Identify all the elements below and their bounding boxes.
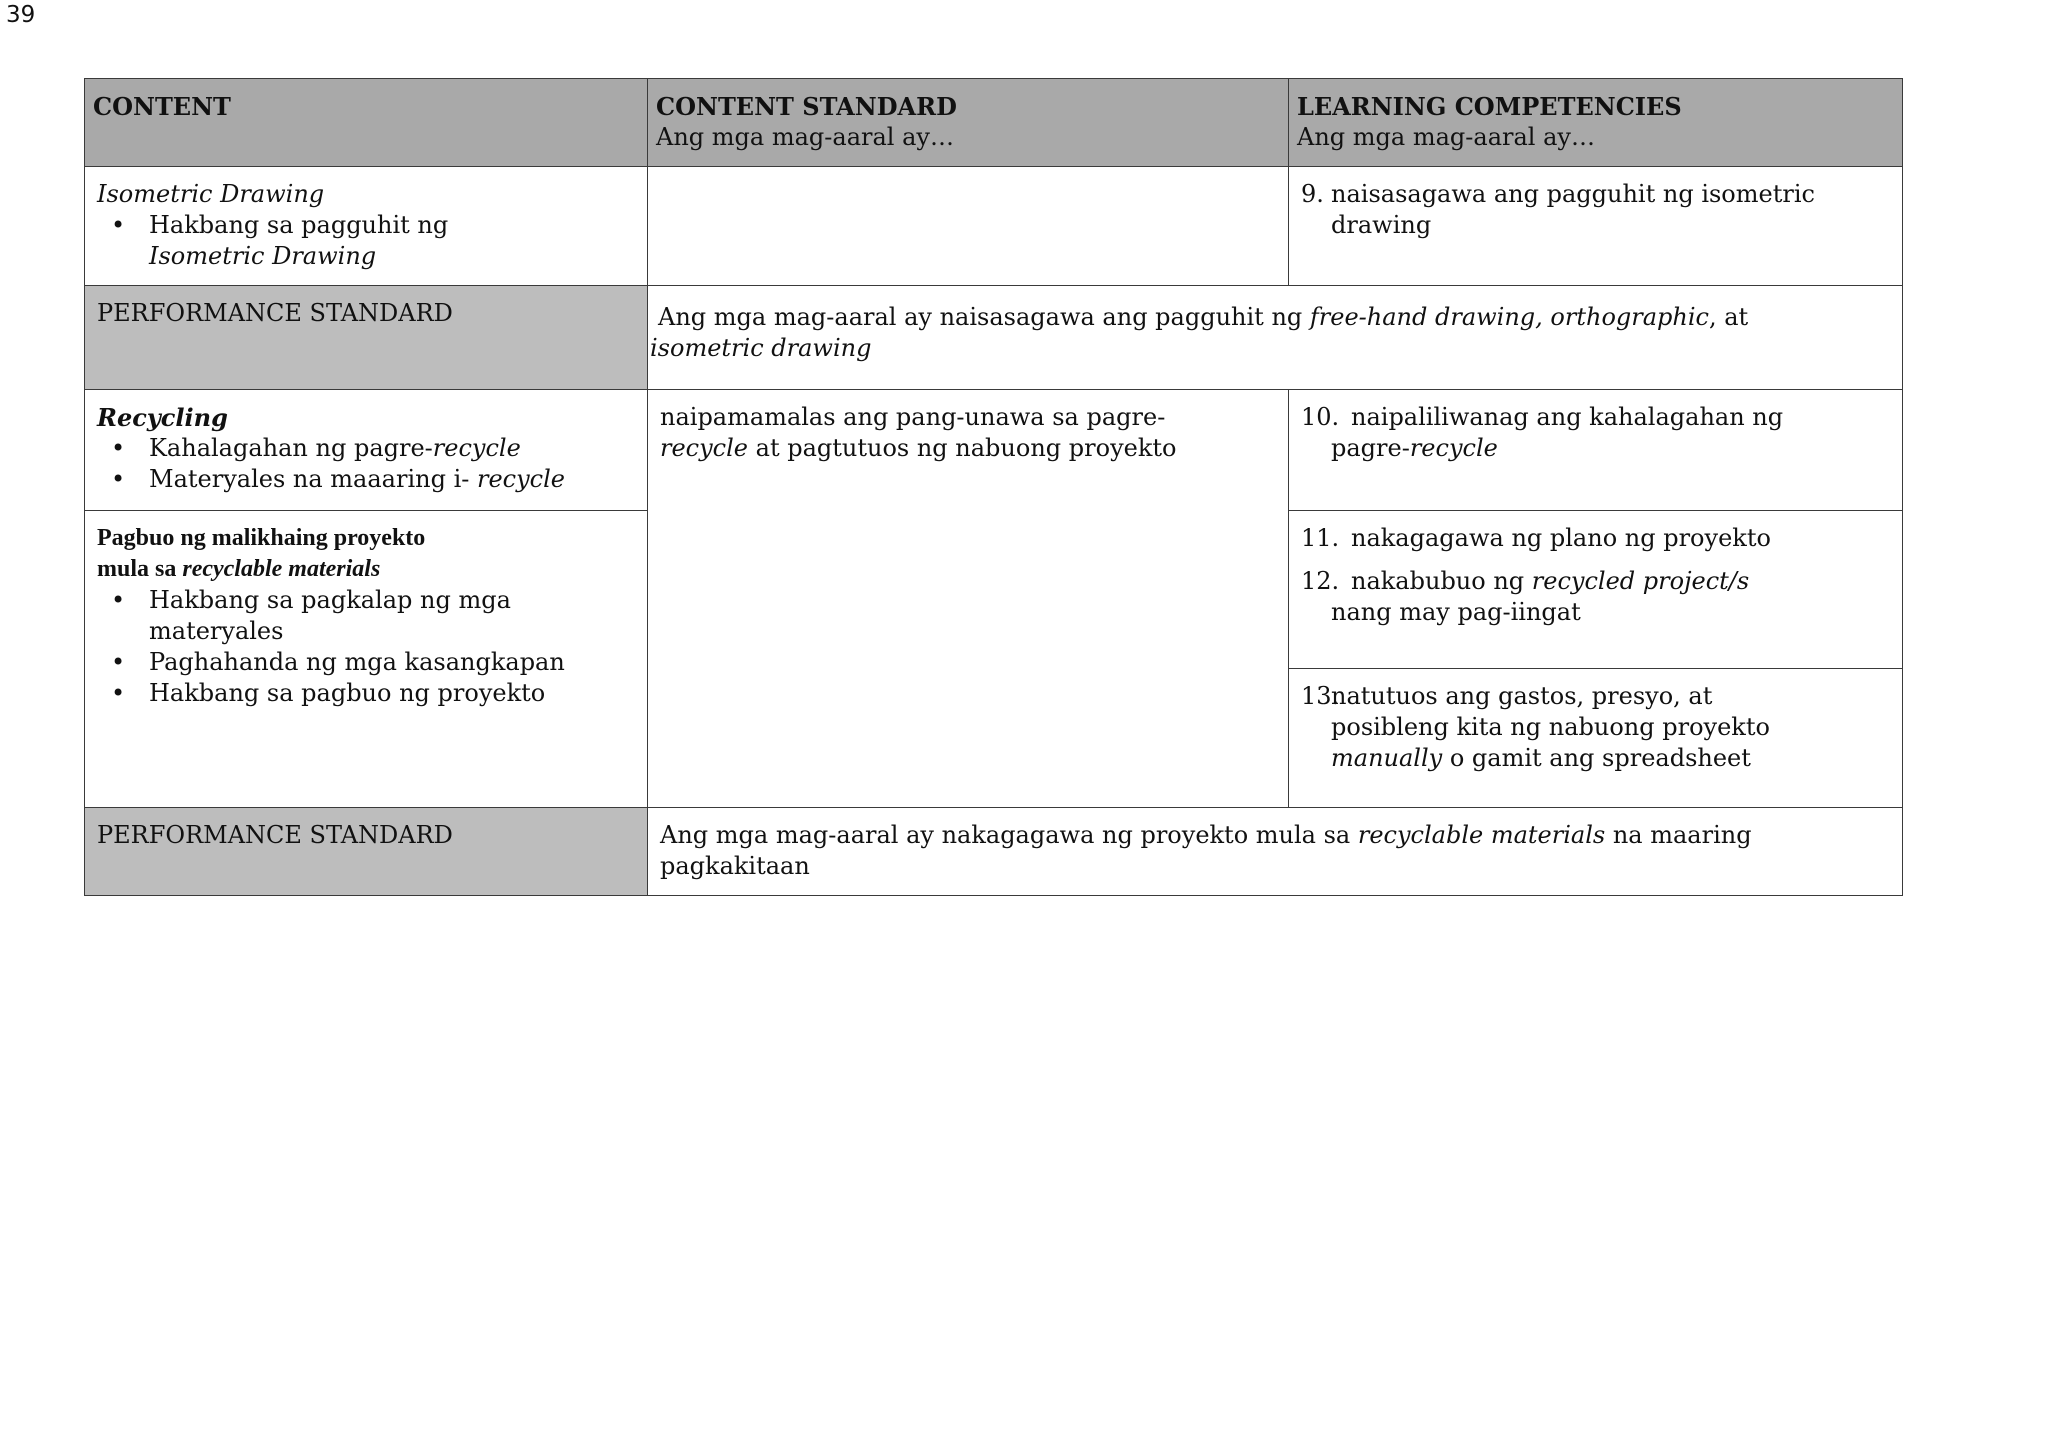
header-content	[85, 79, 648, 167]
content-cell-recycling	[85, 390, 648, 511]
topic-pagbuo-a: mula sa	[97, 556, 183, 582]
competency-number: 10.	[1301, 403, 1340, 431]
list-item	[97, 210, 635, 272]
competency-number: 9.	[1301, 180, 1324, 208]
bullet-text: Kahalagahan ng pagre-	[149, 434, 433, 462]
performance-standard-label-2: PERFORMANCE STANDARD	[85, 808, 648, 896]
bullet-list-isometric	[97, 210, 635, 272]
bullet-text-italic: recycle	[432, 434, 521, 462]
bullet-text: Hakbang sa pagbuo ng proyekto	[149, 679, 546, 707]
list-item	[97, 678, 635, 709]
bullet-text-cont: Isometric Drawing	[149, 242, 377, 270]
competency-cell-10	[1289, 390, 1903, 511]
perf1-text-a: Ang mga mag-aaral ay naisasagawa ang pagguhit ng	[658, 303, 1310, 331]
topic-pagbuo-cont	[97, 554, 635, 585]
competency-text: naisasagawa ang pagguhit ng isometric	[1331, 180, 1815, 208]
bullet-text-cont: materyales	[149, 617, 284, 645]
performance-standard-label-1: PERFORMANCE STANDARD	[85, 286, 648, 390]
table-header-row	[85, 79, 1903, 167]
curriculum-table	[84, 78, 1903, 896]
perf2-text-a: Ang mga mag-aaral ay nakagagawa ng proyekto mula sa	[660, 821, 1358, 849]
standard-text-italic: recycle	[660, 434, 748, 462]
topic-pagbuo-b: recyclable materials	[182, 556, 381, 582]
competency-text-a: nakabubuo ng	[1351, 567, 1532, 595]
list-item	[97, 647, 635, 678]
content-cell-isometric	[85, 167, 648, 286]
competency-text-cont: posibleng kita ng nabuong proyekto	[1331, 713, 1770, 741]
perf1-text-d: isometric drawing	[650, 334, 872, 362]
competency-11	[1301, 523, 1890, 554]
competency-9	[1301, 179, 1890, 241]
performance-row-2	[85, 808, 1903, 896]
performance-standard-text-1	[648, 286, 1903, 390]
competency-text: natutuos ang gastos, presyo, at	[1331, 682, 1713, 710]
competency-text-b: recycled project/s	[1531, 567, 1750, 595]
competency-text-cont: drawing	[1331, 211, 1432, 239]
bullet-list-recycling	[97, 433, 635, 495]
competency-text-cont: nang may pag-iingat	[1331, 598, 1581, 626]
competency-13	[1301, 681, 1890, 712]
topic-recycling: Recycling	[97, 403, 228, 432]
header-content-standard-title: CONTENT STANDARD	[656, 92, 957, 121]
standard-text-cont: at pagtutuos ng nabuong proyekto	[748, 434, 1177, 462]
bullet-text-italic: recycle	[476, 465, 565, 493]
topic-isometric: Isometric Drawing	[97, 180, 325, 208]
bullet-text: Hakbang sa pagkalap ng mga	[149, 586, 511, 614]
list-item	[97, 464, 635, 495]
perf2-text-b: recyclable materials	[1357, 821, 1606, 849]
bullet-text: Paghahanda ng mga kasangkapan	[149, 648, 565, 676]
performance-standard-text-2	[648, 808, 1903, 896]
table-row-isometric	[85, 167, 1903, 286]
competency-text-tail: o gamit ang spreadsheet	[1442, 744, 1751, 772]
competency-12	[1301, 566, 1890, 597]
list-item	[97, 585, 635, 647]
page-number: 39	[6, 2, 36, 28]
competency-number: 11.	[1301, 524, 1340, 552]
standard-text: naipamamalas ang pang-unawa sa pagre-	[660, 403, 1166, 431]
header-competencies-title: LEARNING COMPETENCIES	[1297, 92, 1682, 121]
competency-10	[1301, 402, 1890, 433]
perf2-text-c: na maaring	[1605, 821, 1752, 849]
competency-text-cont-2	[1301, 743, 1890, 774]
header-content-standard	[648, 79, 1289, 167]
performance-row-1	[85, 286, 1903, 390]
perf1-text-b: free-hand drawing, orthographic	[1309, 303, 1709, 331]
perf2-text-d: pagkakitaan	[660, 852, 810, 880]
competency-text-italic: manually	[1331, 744, 1443, 772]
header-content-title: CONTENT	[93, 92, 231, 121]
competency-text: naipaliliwanag ang kahalagahan ng	[1351, 403, 1784, 431]
competency-number: 12.	[1301, 567, 1340, 595]
content-cell-pagbuo	[85, 511, 648, 808]
standard-cell-recycling	[648, 390, 1289, 808]
competency-cell-13	[1289, 669, 1903, 808]
standard-cell-isometric	[648, 167, 1289, 286]
competency-cell-11-12	[1289, 511, 1903, 669]
topic-pagbuo: Pagbuo ng malikhaing proyekto	[97, 525, 426, 551]
competency-text-cont	[1301, 433, 1890, 464]
table-row-recycling	[85, 390, 1903, 511]
competency-text-a: pagre-	[1331, 434, 1410, 462]
header-content-standard-sub: Ang mga mag-aaral ay…	[656, 123, 954, 151]
competency-text: nakagagawa ng plano ng proyekto	[1351, 524, 1771, 552]
competency-number: 13.	[1301, 682, 1340, 710]
bullet-text: Hakbang sa pagguhit ng	[149, 211, 449, 239]
list-item	[97, 433, 635, 464]
header-competencies	[1289, 79, 1903, 167]
bullet-text: Materyales na maaaring i-	[149, 465, 477, 493]
competency-text-b: recycle	[1409, 434, 1498, 462]
header-competencies-sub: Ang mga mag-aaral ay…	[1297, 123, 1595, 151]
perf1-text-c: , at	[1708, 303, 1749, 331]
competency-cell-isometric	[1289, 167, 1903, 286]
bullet-list-pagbuo	[97, 585, 635, 709]
